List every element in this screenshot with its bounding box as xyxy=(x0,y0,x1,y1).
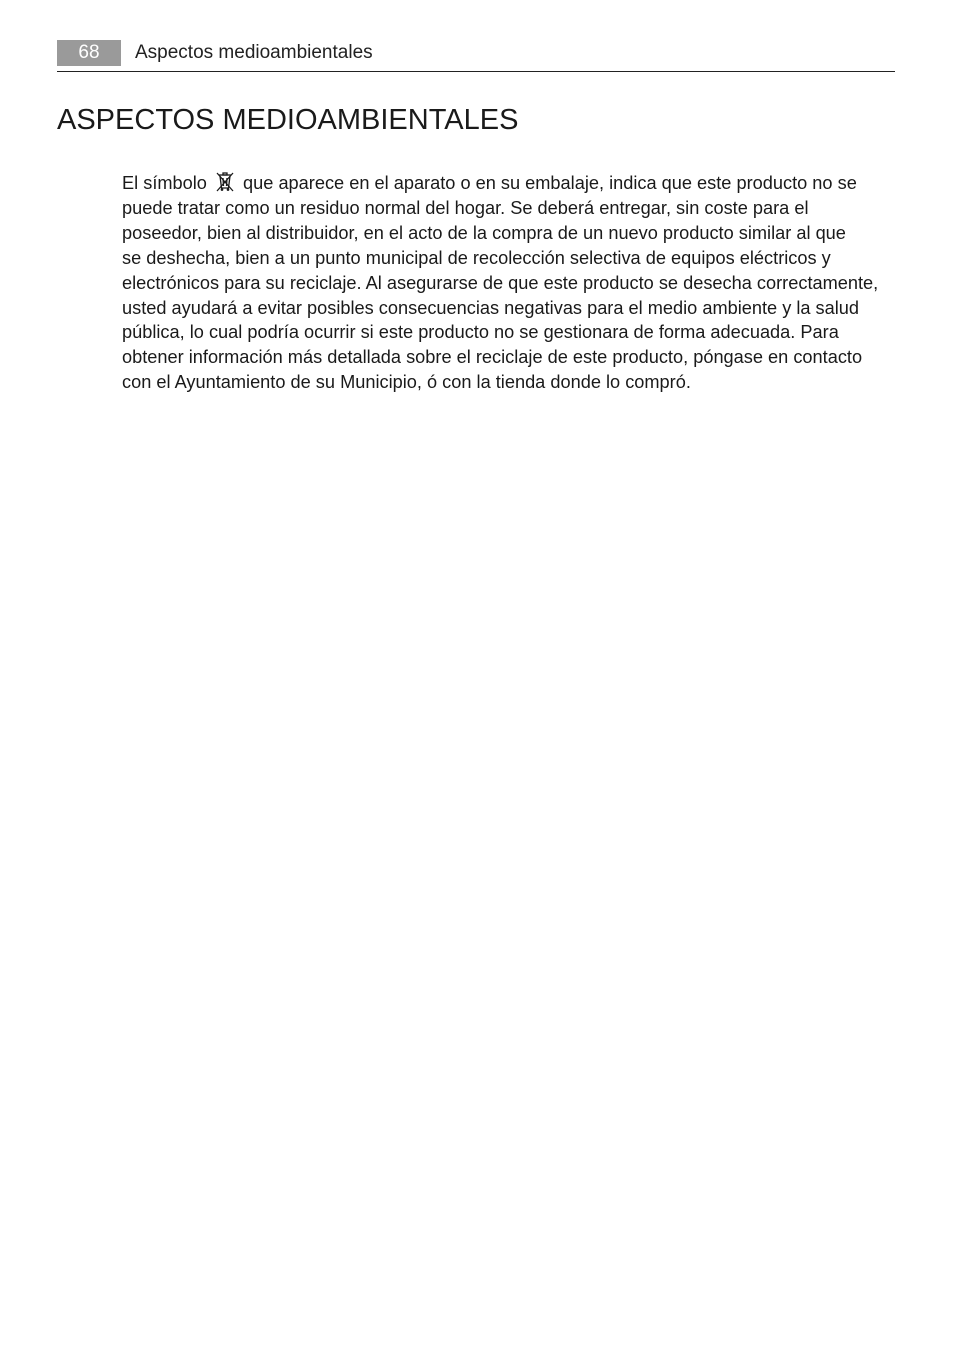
crossed-out-wheelie-bin-icon xyxy=(214,171,236,193)
running-title: Aspectos medioambientales xyxy=(135,42,373,63)
page-number: 68 xyxy=(57,40,121,66)
paragraph-line: pública, lo cual podría ocurrir si este producto no se gestionara de forma adecuada. Para xyxy=(122,322,839,343)
paragraph-line: poseedor, bien al distribuidor, en el acto de la compra de un nuevo producto similar al que xyxy=(122,222,846,243)
paragraph-line1-rest: que aparece en el aparato o en su embalaje, indica que este producto no se xyxy=(243,173,857,193)
paragraph-line: usted ayudará a evitar posibles consecuencias negativas para el medio ambiente y la salud xyxy=(122,297,860,318)
paragraph-lead: El símbolo xyxy=(122,173,207,193)
paragraph-line: con el Ayuntamiento de su Municipio, ó con la tienda donde lo compró. xyxy=(122,372,691,393)
body-paragraph xyxy=(122,171,898,395)
section-title: ASPECTOS MEDIOAMBIENTALES xyxy=(57,104,519,136)
paragraph-line: obtener información más detallada sobre el reciclaje de este producto, póngase en contacto xyxy=(122,347,863,368)
paragraph-line: puede tratar como un residuo normal del hogar. Se deberá entregar, sin coste para el xyxy=(122,197,809,218)
paragraph-line xyxy=(122,171,898,196)
paragraph-line: electrónicos para su reciclaje. Al asegurarse de que este producto se desecha correctamente, xyxy=(122,272,879,293)
paragraph-line: se deshecha, bien a un punto municipal de recolección selectiva de equipos eléctricos y xyxy=(122,247,831,268)
page-header xyxy=(57,40,895,72)
